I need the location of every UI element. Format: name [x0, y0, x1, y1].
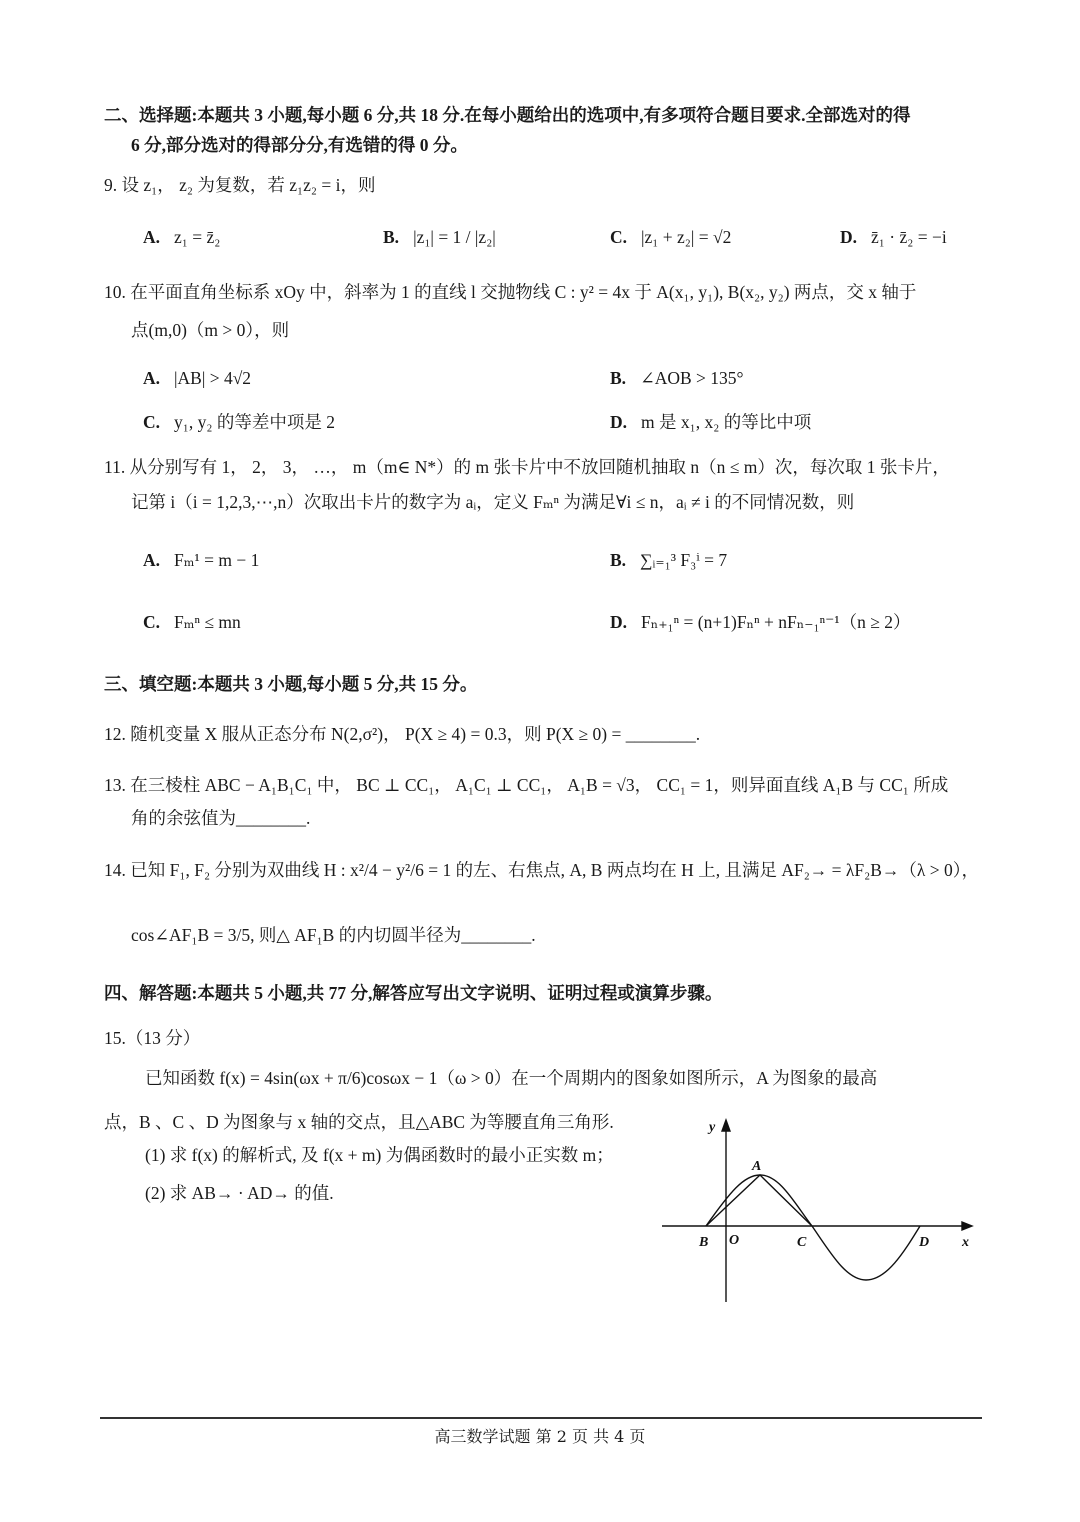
option-text: |AB| > 4√2	[174, 368, 252, 388]
option-text: Fₘ¹ = m − 1	[174, 550, 260, 570]
option-text: Fₘⁿ ≤ mn	[174, 612, 241, 632]
q13-stem: 13. 在三棱柱 ABC − A₁B₁C₁ 中， BC ⊥ CC₁， A₁C₁ ⊥ CC₁， A₁B = √3， CC₁ = 1，则异面直线 A₁B 与 CC₁ 所成	[104, 775, 949, 795]
section4-heading: 四、解答题:本题共 5 小题,共 77 分,解答应写出文字说明、证明过程或演算步骤。	[104, 983, 723, 1003]
sine-curve	[706, 1175, 920, 1280]
q15-part1: (1) 求 f(x) 的解析式, 及 f(x + m) 为偶函数时的最小正实数 m；	[145, 1145, 614, 1165]
label-d: D	[919, 1235, 930, 1250]
q14-stem: 14. 已知 F₁, F₂ 分别为双曲线 H : x²/4 − y²/6 = 1 的左、右焦点, A, B 两点均在 H 上, 且满足 AF₂→ = λF₂B→（λ > 0），	[104, 860, 980, 880]
triangle-abc	[706, 1175, 812, 1226]
page-footer: 高三数学试题 第 2 页 共 4 页	[434, 1427, 646, 1446]
option-key: A.	[143, 550, 161, 570]
option-text: ∑ᵢ₌₁³ F₃ⁱ = 7	[640, 550, 728, 570]
option-text: Fₙ₊₁ⁿ = (n+1)Fₙⁿ + nFₙ₋₁ⁿ⁻¹（n ≥ 2）	[641, 612, 911, 632]
q11-stem-cont: 记第 i（i = 1,2,3,⋯,n）次取出卡片的数字为 aᵢ，定义 Fₘⁿ 为满足∀i ≤ n，aᵢ ≠ i 的不同情况数，则	[131, 492, 855, 512]
option-text: z₁ = z̄₂	[174, 227, 221, 247]
option-text: |z₁| = 1 / |z₂|	[413, 227, 496, 247]
q15-stem-cont: 点，B 、C 、D 为图象与 x 轴的交点，且△ABC 为等腰直角三角形.	[104, 1112, 614, 1132]
section2-heading-cont: 6 分,部分选对的得部分分,有选错的得 0 分。	[131, 135, 468, 155]
q15-header: 15.（13 分）	[104, 1028, 201, 1048]
y-axis-arrow-icon	[722, 1120, 730, 1131]
label-y: y	[709, 1120, 716, 1135]
label-b: B	[699, 1235, 709, 1250]
option-key: B.	[610, 550, 627, 570]
q10-stem: 10. 在平面直角坐标系 xOy 中，斜率为 1 的直线 l 交抛物线 C : y² = 4x 于 A(x₁, y₁), B(x₂, y₂) 两点，交 x 轴于	[104, 282, 917, 302]
footer-divider	[100, 1417, 982, 1419]
q11-stem: 11. 从分别写有 1， 2， 3， …， m（m∈ N*）的 m 张卡片中不放回随机抽取 n（n ≤ m）次，每次取 1 张卡片，	[104, 457, 950, 477]
option-key: A.	[143, 368, 161, 388]
label-a: A	[752, 1159, 762, 1174]
x-axis-arrow-icon	[962, 1222, 972, 1230]
q12-stem: 12. 随机变量 X 服从正态分布 N(2,σ²)， P(X ≥ 4) = 0.3，则 P(X ≥ 0) = ________.	[104, 724, 701, 744]
label-x: x	[962, 1235, 969, 1250]
option-text: y₁, y₂ 的等差中项是 2	[174, 412, 335, 432]
q13-stem-cont: 角的余弦值为________.	[131, 808, 311, 828]
option-key: C.	[143, 412, 161, 432]
option-key: A.	[143, 227, 161, 247]
option-key: B.	[610, 368, 627, 388]
option-key: B.	[383, 227, 400, 247]
q10-stem-cont: 点(m,0)（m > 0），则	[131, 320, 290, 340]
section2-heading: 二、选择题:本题共 3 小题,每小题 6 分,共 18 分.在每小题给出的选项中,有多项符合题目要求.全部选对的得	[104, 105, 911, 125]
q15-stem: 已知函数 f(x) = 4sin(ωx + π/6)cosωx − 1（ω > 0）在一个周期内的图象如图所示，A 为图象的最高	[145, 1068, 878, 1088]
option-key: C.	[143, 612, 161, 632]
option-text: |z₁ + z₂| = √2	[641, 227, 732, 247]
option-key: D.	[610, 412, 628, 432]
option-key: C.	[610, 227, 628, 247]
label-c: C	[797, 1235, 807, 1250]
q14-stem-cont: cos∠AF₁B = 3/5, 则△ AF₁B 的内切圆半径为________.	[131, 925, 536, 945]
option-text: z̄₁ · z̄₂ = −i	[871, 227, 947, 247]
q15-part2: (2) 求 AB→ · AD→ 的值.	[145, 1183, 334, 1203]
option-text: ∠AOB > 135°	[640, 368, 744, 388]
option-key: D.	[610, 612, 628, 632]
section3-heading: 三、填空题:本题共 3 小题,每小题 5 分,共 15 分。	[104, 674, 478, 694]
option-text: m 是 x₁, x₂ 的等比中项	[641, 412, 812, 432]
option-key: D.	[840, 227, 858, 247]
label-o: O	[729, 1233, 740, 1248]
q9-stem: 9. 设 z₁， z₂ 为复数，若 z₁z₂ = i，则	[104, 175, 376, 195]
